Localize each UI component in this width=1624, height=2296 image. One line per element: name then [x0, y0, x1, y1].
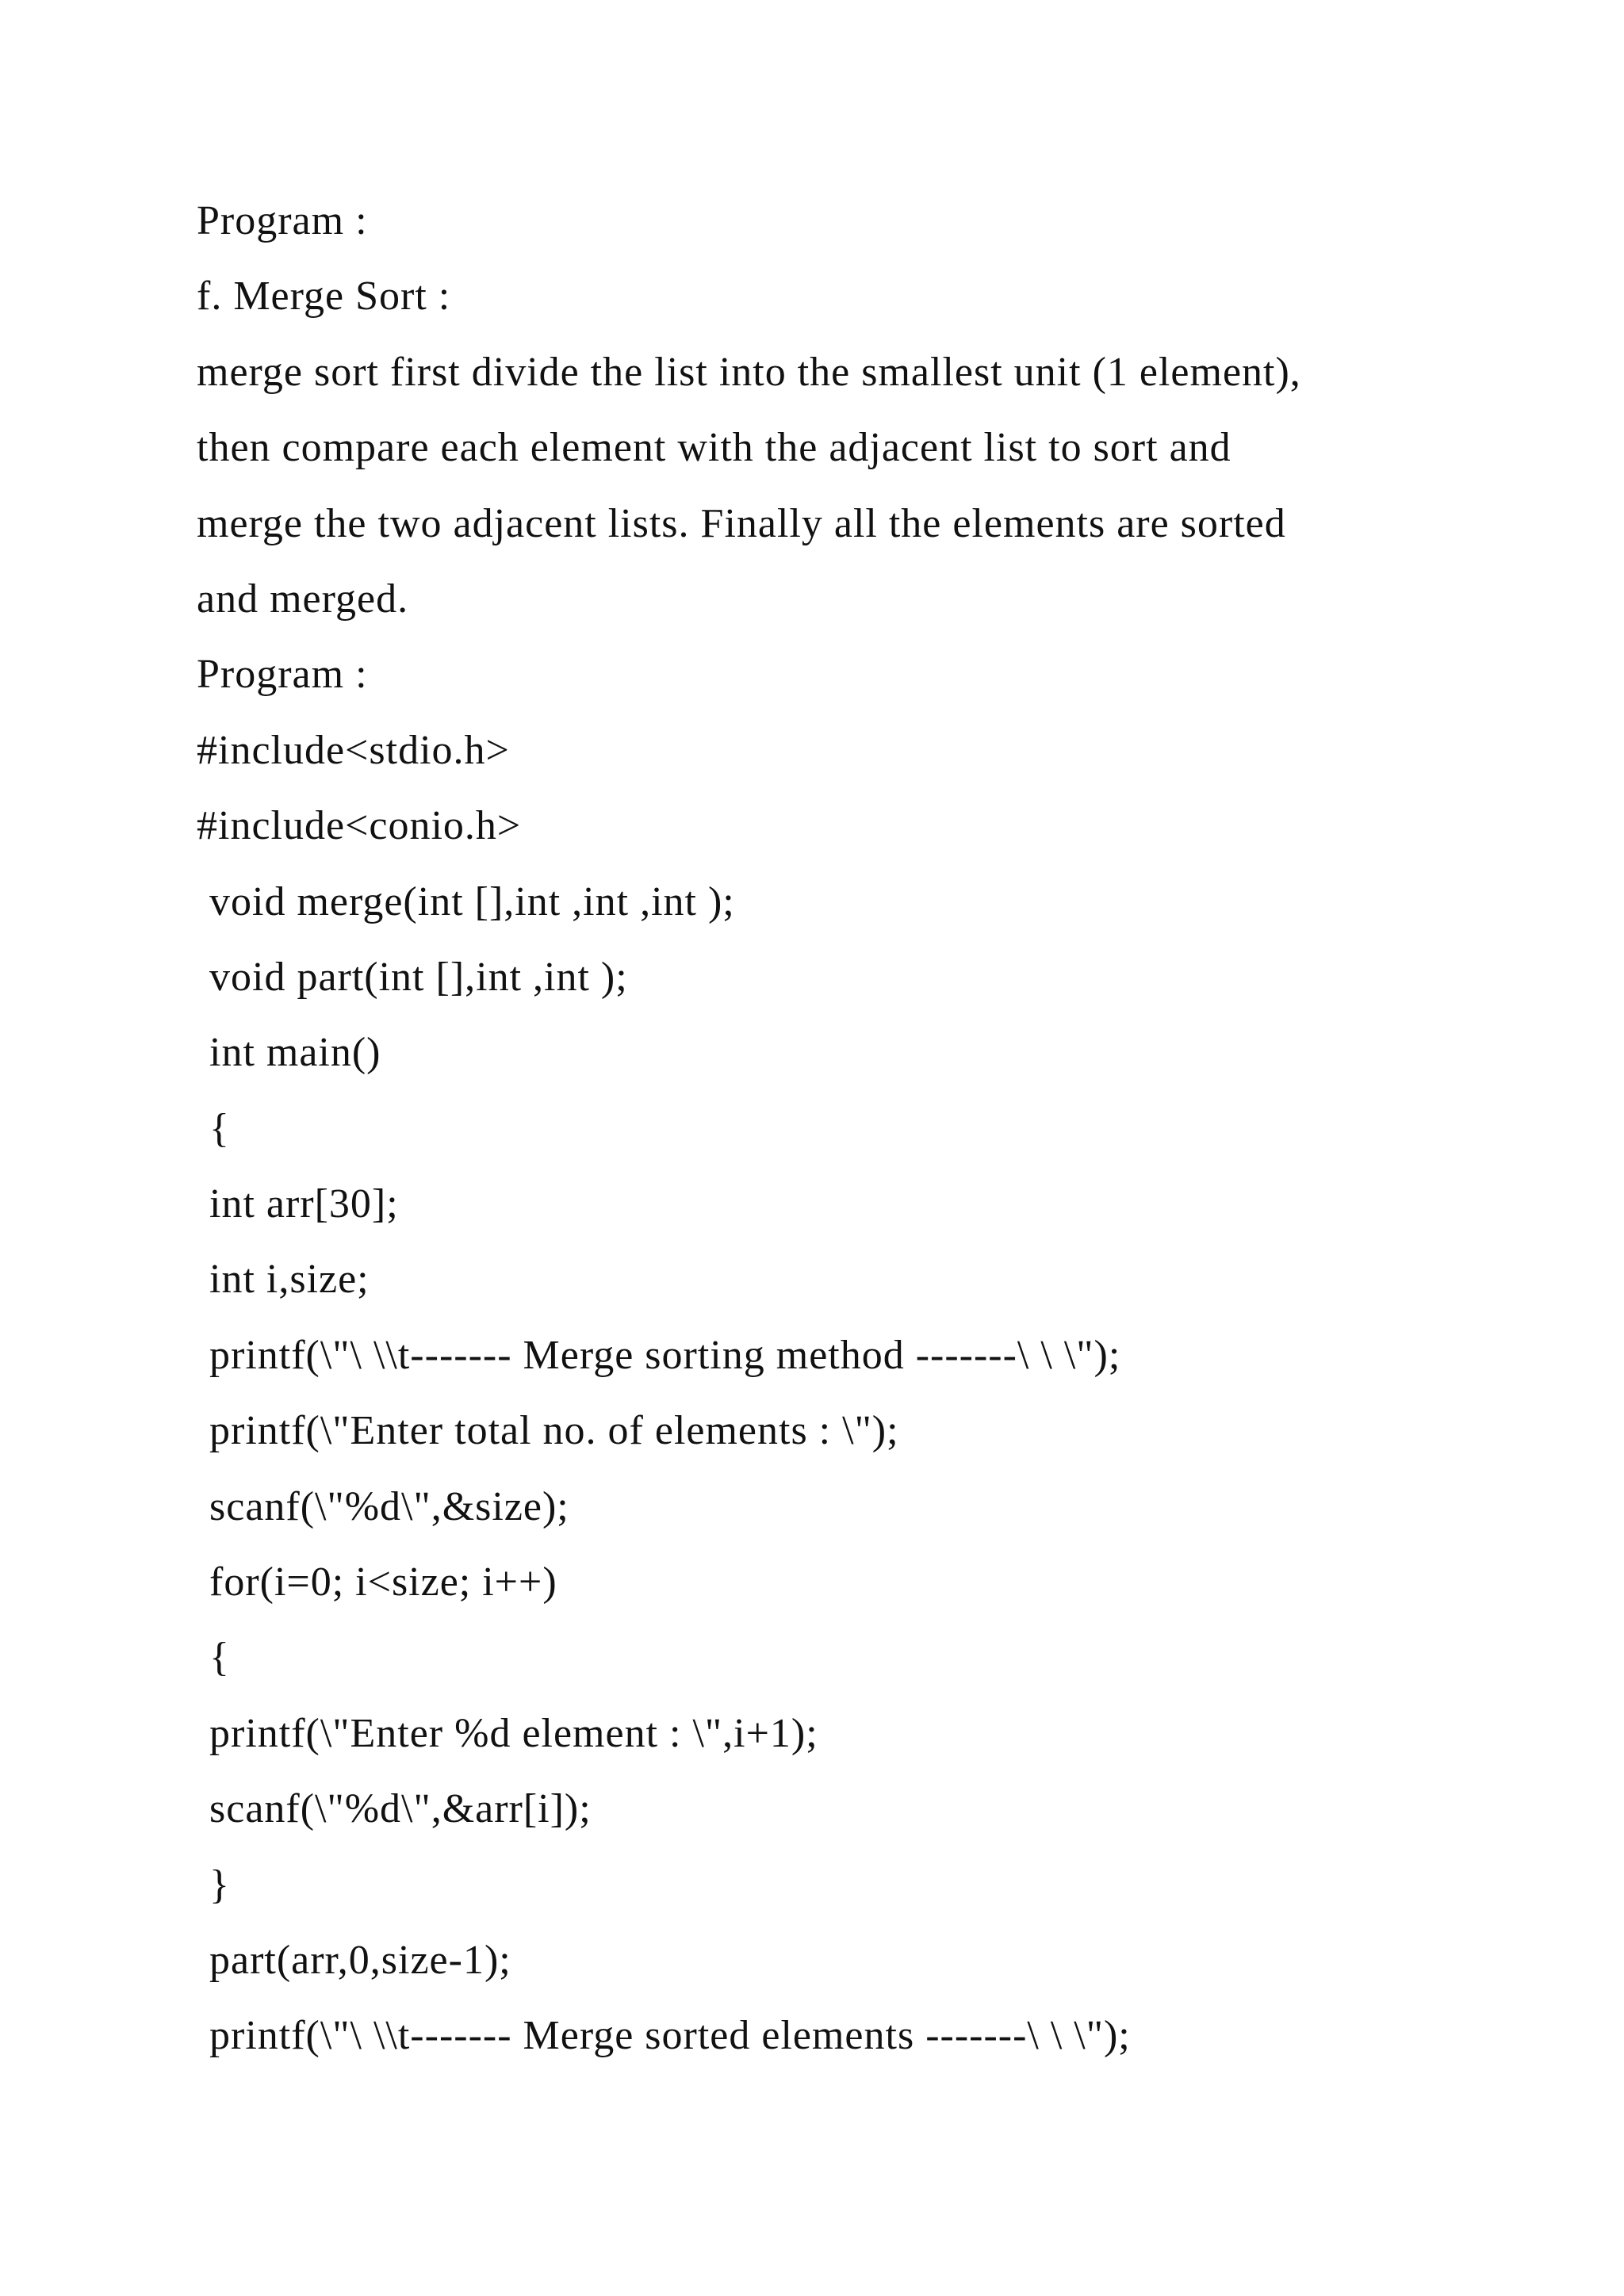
heading-merge-sort: f. Merge Sort : [197, 274, 451, 320]
description-line: then compare each element with the adjacent list to sort and [197, 425, 1231, 471]
code-line: } [209, 1862, 230, 1908]
code-line: void merge(int [],int ,int ,int ); [209, 878, 735, 924]
code-line: int arr[30]; [209, 1181, 399, 1227]
heading-program: Program : [197, 198, 368, 243]
code-line: part(arr,0,size-1); [209, 1937, 511, 1983]
code-line: for(i=0; i<size; i++) [209, 1559, 557, 1605]
heading-program-2: Program : [197, 652, 368, 698]
code-line: #include<stdio.h> [197, 727, 510, 773]
code-line: printf(\"Enter total no. of elements : \"); [209, 1408, 899, 1454]
code-line: { [209, 1635, 230, 1681]
code-line: #include<conio.h> [197, 803, 522, 849]
code-line: int i,size; [209, 1257, 370, 1303]
code-line: scanf(\"%d\",&arr[i]); [209, 1786, 592, 1832]
code-line: { [209, 1105, 230, 1151]
description-line: and merged. [197, 576, 409, 622]
code-line: int main() [209, 1030, 381, 1076]
code-line: printf(\"\ \\t------- Merge sorting method -------\ \ \"); [209, 1332, 1121, 1378]
description-line: merge sort first divide the list into the smallest unit (1 element), [197, 349, 1301, 395]
code-line: void part(int [],int ,int ); [209, 954, 628, 1000]
document-body [197, 193, 1465, 2084]
description-line: merge the two adjacent lists. Finally all the elements are sorted [197, 500, 1286, 546]
code-line: scanf(\"%d\",&size); [209, 1483, 569, 1529]
code-line: printf(\"Enter %d element : \",i+1); [209, 1710, 818, 1756]
code-line: printf(\"\ \\t------- Merge sorted elements -------\ \ \"); [209, 2013, 1131, 2059]
